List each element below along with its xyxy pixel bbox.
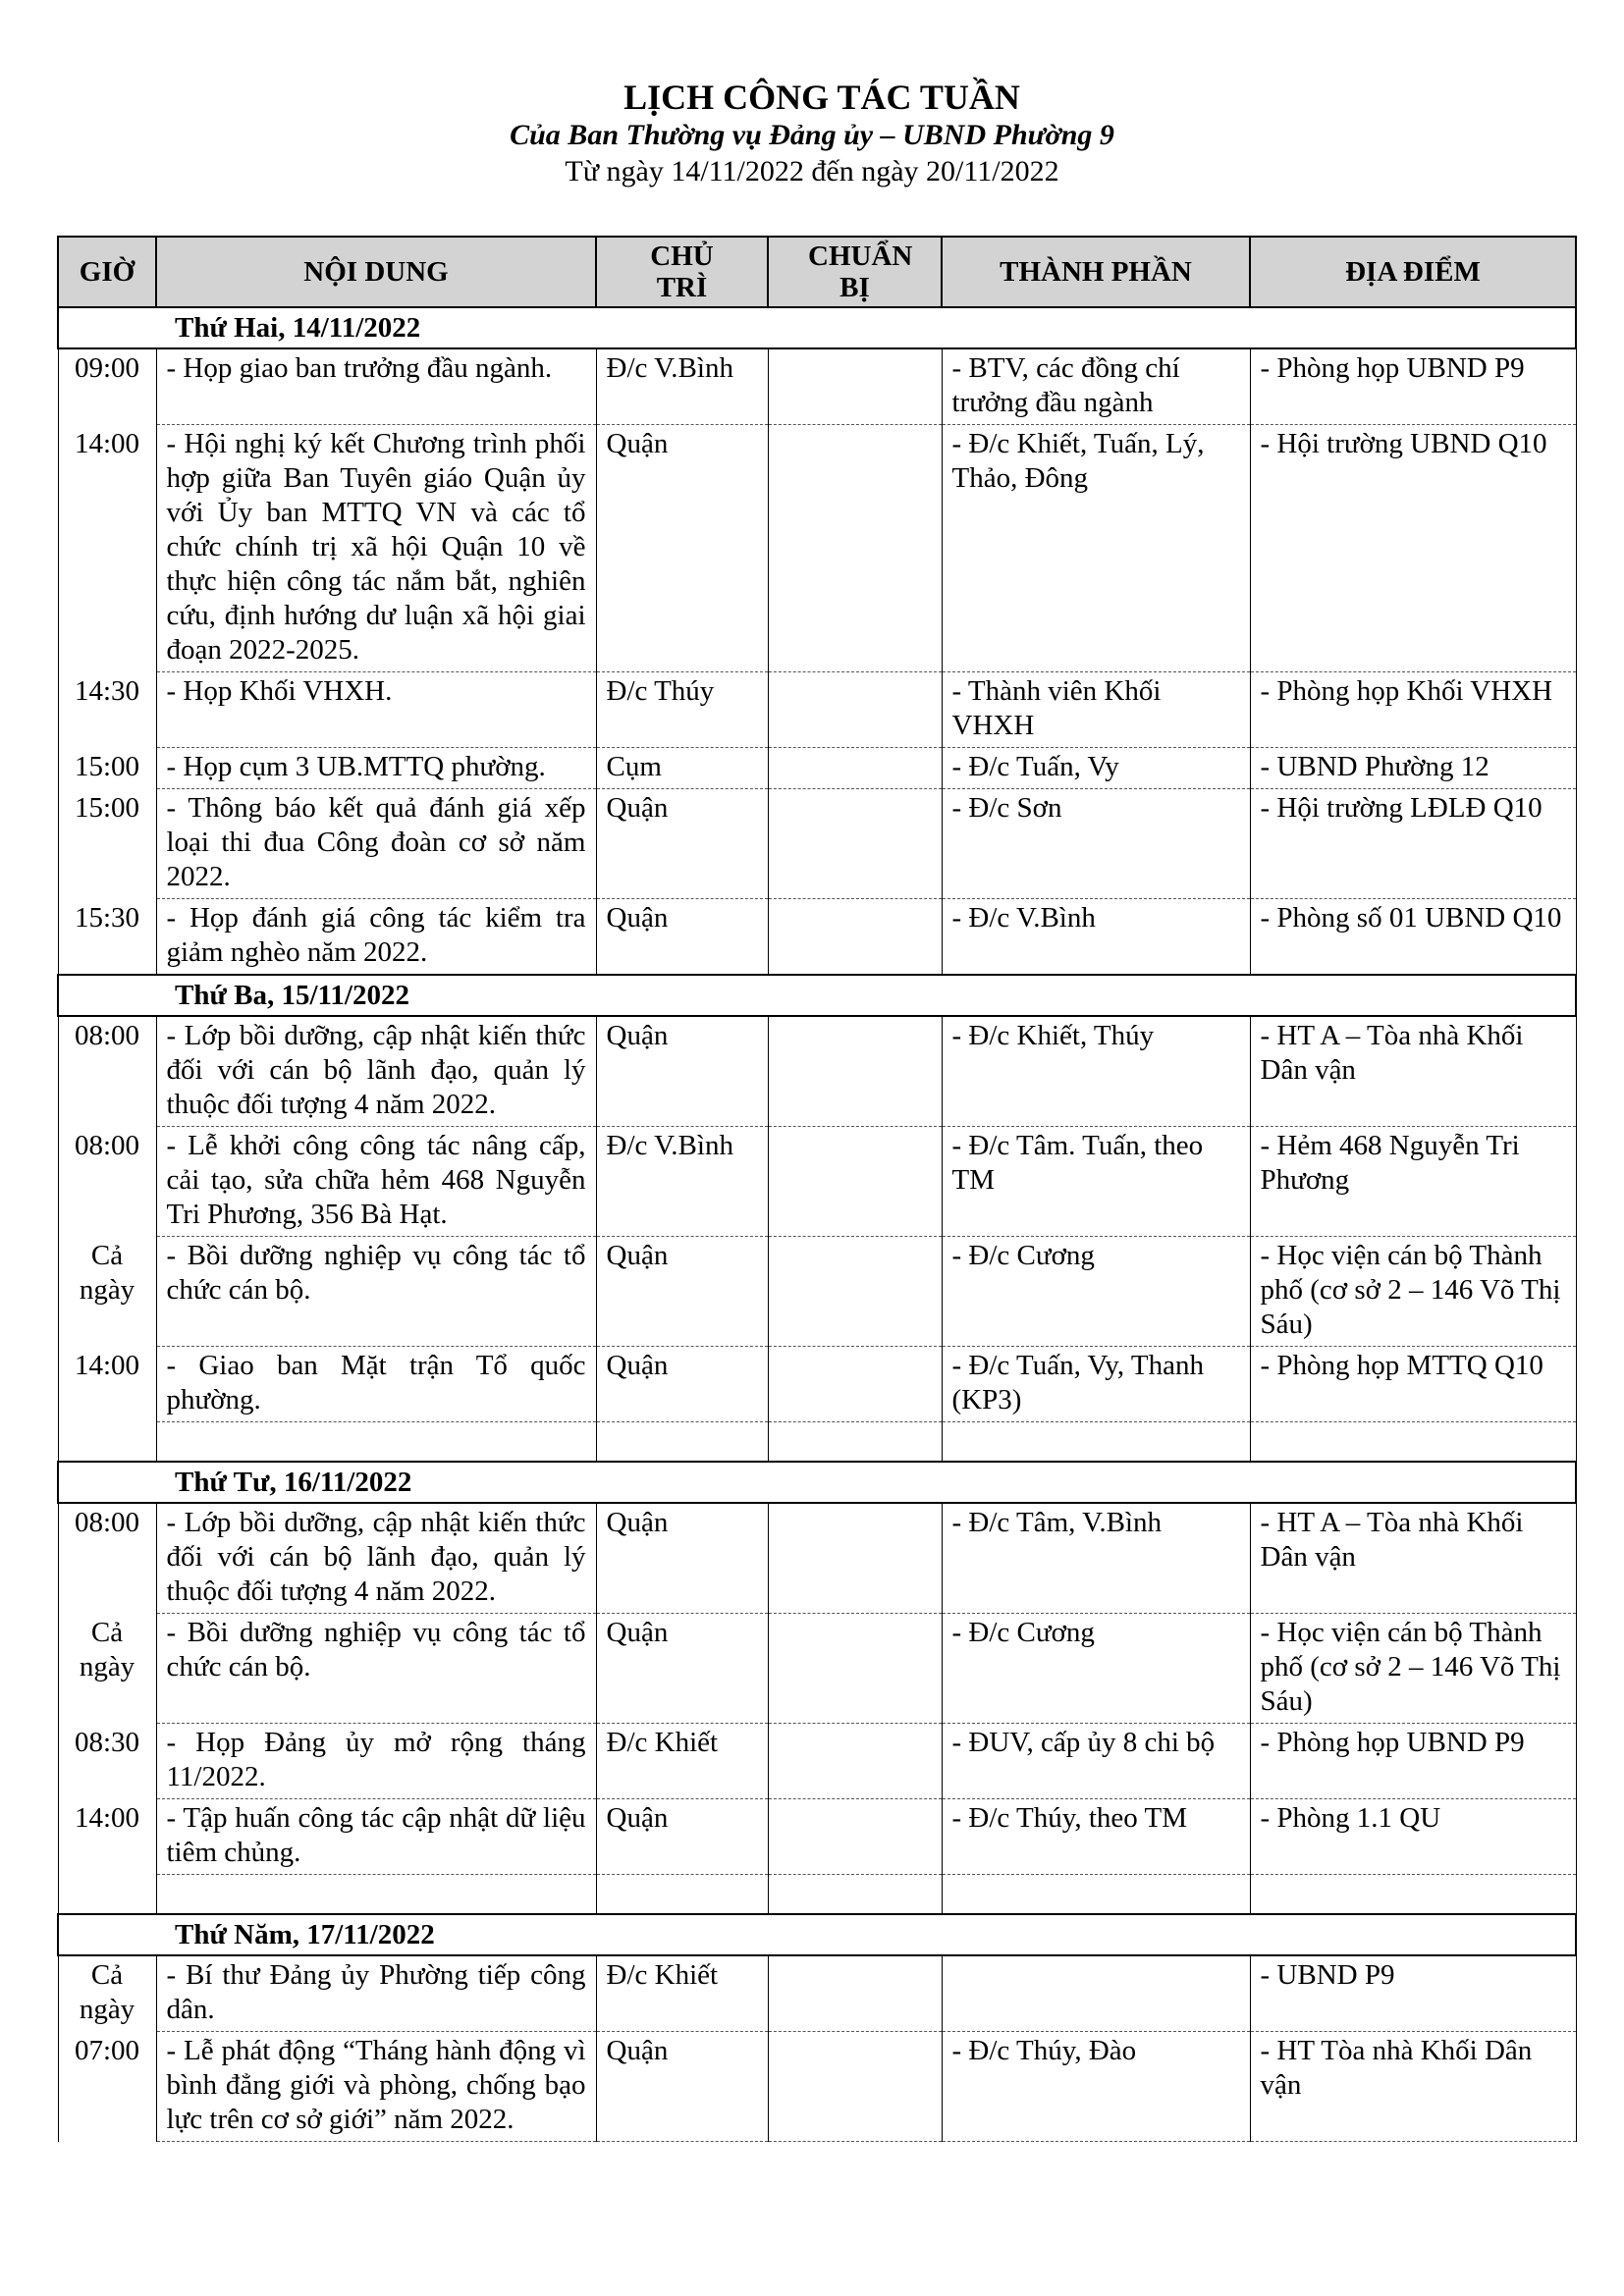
document-header [0,77,1624,190]
location-cell: - Hội trường LĐLĐ Q10 [1250,789,1576,899]
participants-cell [942,1875,1250,1915]
chair-cell: Quận [596,1347,768,1422]
time-cell: 09:00 [58,348,156,425]
day-header-row [58,1914,1576,1955]
content-cell: - Giao ban Mặt trận Tổ quốc phường. [156,1347,596,1422]
col-header-location: ĐỊA ĐIỂM [1250,237,1576,307]
schedule-row [58,1127,1576,1237]
time-cell: 15:00 [58,748,156,789]
day-label: Thứ Tư, 16/11/2022 [58,1462,1576,1503]
document-subtitle: Của Ban Thường vụ Đảng ủy – UBND Phường 9 [510,119,1114,151]
date-range: Từ ngày 14/11/2022 đến ngày 20/11/2022 [565,155,1059,187]
time-cell: Cả ngày [58,1614,156,1724]
content-cell: - Lễ khởi công công tác nâng cấp, cải tạo, sửa chữa hẻm 468 Nguyễn Tri Phương, 356 Bà Hạt. [156,1127,596,1237]
day-header-row [58,307,1576,348]
schedule-row [58,1875,1576,1915]
col-header-chair: CHỦ TRÌ [596,237,768,307]
time-cell: Cả ngày [58,1955,156,2032]
content-cell: - Lễ phát động “Tháng hành động vì bình đẳng giới và phòng, chống bạo lực trên cơ sở giới” năm 2022. [156,2032,596,2142]
participants-cell: - ĐUV, cấp ủy 8 chi bộ [942,1724,1250,1799]
prep-cell [768,899,942,976]
content-cell: - Họp cụm 3 UB.MTTQ phường. [156,748,596,789]
time-cell: 08:30 [58,1724,156,1799]
participants-cell [942,1422,1250,1463]
content-cell: - Lớp bồi dưỡng, cập nhật kiến thức đối với cán bộ lãnh đạo, quản lý thuộc đối tượng 4 năm 2022. [156,1016,596,1127]
location-cell: - Hội trường UBND Q10 [1250,425,1576,672]
participants-cell: - Đ/c Cương [942,1237,1250,1347]
schedule-row [58,425,1576,672]
participants-cell: - Đ/c V.Bình [942,899,1250,976]
participants-cell: - Đ/c Tuấn, Vy [942,748,1250,789]
chair-cell: Đ/c V.Bình [596,348,768,425]
prep-cell [768,1799,942,1875]
chair-cell: Quận [596,425,768,672]
prep-cell [768,1127,942,1237]
prep-cell [768,2032,942,2142]
chair-cell: Quận [596,899,768,976]
location-cell [1250,1422,1576,1463]
location-cell: - Học viện cán bộ Thành phố (cơ sở 2 – 146 Võ Thị Sáu) [1250,1237,1576,1347]
participants-cell: - Đ/c Thúy, Đào [942,2032,1250,2142]
time-cell: 15:00 [58,789,156,899]
content-cell: - Họp giao ban trưởng đầu ngành. [156,348,596,425]
participants-cell: - Đ/c Sơn [942,789,1250,899]
prep-cell [768,672,942,748]
time-cell [58,1422,156,1463]
time-cell: 08:00 [58,1127,156,1237]
day-header-row [58,975,1576,1016]
prep-cell [768,789,942,899]
content-cell: - Bồi dưỡng nghiệp vụ công tác tổ chức cán bộ. [156,1614,596,1724]
schedule-row [58,1347,1576,1422]
prep-cell [768,1724,942,1799]
location-cell: - Phòng họp Khối VHXH [1250,672,1576,748]
day-label: Thứ Năm, 17/11/2022 [58,1914,1576,1955]
schedule-table-header [58,237,1576,307]
schedule-row [58,348,1576,425]
location-cell: - Hẻm 468 Nguyễn Tri Phương [1250,1127,1576,1237]
participants-cell: - Thành viên Khối VHXH [942,672,1250,748]
time-cell: 14:00 [58,425,156,672]
schedule-table [57,236,1577,2142]
time-cell: 14:00 [58,1799,156,1875]
schedule-row [58,1422,1576,1463]
content-cell: - Thông báo kết quả đánh giá xếp loại thi đua Công đoàn cơ sở năm 2022. [156,789,596,899]
prep-cell [768,748,942,789]
location-cell: - HT A – Tòa nhà Khối Dân vận [1250,1016,1576,1127]
location-cell: - Phòng họp MTTQ Q10 [1250,1347,1576,1422]
chair-cell: Quận [596,2032,768,2142]
content-cell: - Tập huấn công tác cập nhật dữ liệu tiêm chủng. [156,1799,596,1875]
location-cell: - Phòng 1.1 QU [1250,1799,1576,1875]
day-label: Thứ Ba, 15/11/2022 [58,975,1576,1016]
schedule-row [58,1724,1576,1799]
schedule-row [58,789,1576,899]
chair-cell: Quận [596,789,768,899]
content-cell [156,1422,596,1463]
schedule-row [58,1955,1576,2032]
chair-cell: Đ/c Khiết [596,1724,768,1799]
prep-cell [768,1237,942,1347]
time-cell: 07:00 [58,2032,156,2142]
schedule-row [58,1237,1576,1347]
schedule-row [58,1016,1576,1127]
prep-cell [768,348,942,425]
participants-cell: - Đ/c Thúy, theo TM [942,1799,1250,1875]
location-cell [1250,1875,1576,1915]
schedule-row [58,899,1576,976]
schedule-row [58,1503,1576,1614]
time-cell: 15:30 [58,899,156,976]
day-label: Thứ Hai, 14/11/2022 [58,307,1576,348]
location-cell: - Học viện cán bộ Thành phố (cơ sở 2 – 146 Võ Thị Sáu) [1250,1614,1576,1724]
content-cell: - Hội nghị ký kết Chương trình phối hợp giữa Ban Tuyên giáo Quận ủy với Ủy ban MTTQ VN và các tổ chức chính trị xã hội Quận 10 về thực hiện công tác nắm bắt, nghiên cứu, định hướng dư luận xã hội giai đoạn 2022-2025. [156,425,596,672]
participants-cell: - Đ/c Tuấn, Vy, Thanh (KP3) [942,1347,1250,1422]
prep-cell [768,1016,942,1127]
participants-cell: - Đ/c Khiết, Thúy [942,1016,1250,1127]
chair-cell [596,1422,768,1463]
location-cell: - HT A – Tòa nhà Khối Dân vận [1250,1503,1576,1614]
chair-cell: Đ/c Thúy [596,672,768,748]
day-header-row [58,1462,1576,1503]
content-cell: - Họp Khối VHXH. [156,672,596,748]
content-cell: - Lớp bồi dưỡng, cập nhật kiến thức đối với cán bộ lãnh đạo, quản lý thuộc đối tượng 4 năm 2022. [156,1503,596,1614]
content-cell: - Bí thư Đảng ủy Phường tiếp công dân. [156,1955,596,2032]
time-cell: 08:00 [58,1503,156,1614]
schedule-table-body [58,307,1576,2142]
participants-cell: - Đ/c Tâm. Tuấn, theo TM [942,1127,1250,1237]
col-header-content: NỘI DUNG [156,237,596,307]
time-cell: Cả ngày [58,1237,156,1347]
document-title: LỊCH CÔNG TÁC TUẦN [623,78,1020,117]
schedule-row [58,672,1576,748]
chair-cell: Quận [596,1237,768,1347]
chair-cell [596,1875,768,1915]
participants-cell: - Đ/c Tâm, V.Bình [942,1503,1250,1614]
location-cell: - Phòng số 01 UBND Q10 [1250,899,1576,976]
schedule-row [58,748,1576,789]
location-cell: - HT Tòa nhà Khối Dân vận [1250,2032,1576,2142]
chair-cell: Quận [596,1799,768,1875]
content-cell: - Họp Đảng ủy mở rộng tháng 11/2022. [156,1724,596,1799]
time-cell [58,1875,156,1915]
schedule-row [58,1799,1576,1875]
participants-cell [942,1955,1250,2032]
participants-cell: - Đ/c Cương [942,1614,1250,1724]
participants-cell: - BTV, các đồng chí trưởng đầu ngành [942,348,1250,425]
prep-cell [768,1422,942,1463]
col-header-prep: CHUẨN BỊ [768,237,942,307]
chair-cell: Quận [596,1016,768,1127]
prep-cell [768,1347,942,1422]
prep-cell [768,1955,942,2032]
prep-cell [768,425,942,672]
chair-cell: Đ/c V.Bình [596,1127,768,1237]
chair-cell: Quận [596,1614,768,1724]
prep-cell [768,1875,942,1915]
content-cell [156,1875,596,1915]
time-cell: 14:30 [58,672,156,748]
content-cell: - Bồi dưỡng nghiệp vụ công tác tổ chức cán bộ. [156,1237,596,1347]
prep-cell [768,1614,942,1724]
time-cell: 08:00 [58,1016,156,1127]
location-cell: - Phòng họp UBND P9 [1250,348,1576,425]
chair-cell: Cụm [596,748,768,789]
chair-cell: Đ/c Khiết [596,1955,768,2032]
location-cell: - UBND P9 [1250,1955,1576,2032]
location-cell: - UBND Phường 12 [1250,748,1576,789]
chair-cell: Quận [596,1503,768,1614]
location-cell: - Phòng họp UBND P9 [1250,1724,1576,1799]
prep-cell [768,1503,942,1614]
content-cell: - Họp đánh giá công tác kiểm tra giảm nghèo năm 2022. [156,899,596,976]
time-cell: 14:00 [58,1347,156,1422]
col-header-participants: THÀNH PHẦN [942,237,1250,307]
schedule-row [58,1614,1576,1724]
participants-cell: - Đ/c Khiết, Tuấn, Lý, Thảo, Đông [942,425,1250,672]
col-header-time: GIỜ [58,237,156,307]
schedule-row [58,2032,1576,2142]
